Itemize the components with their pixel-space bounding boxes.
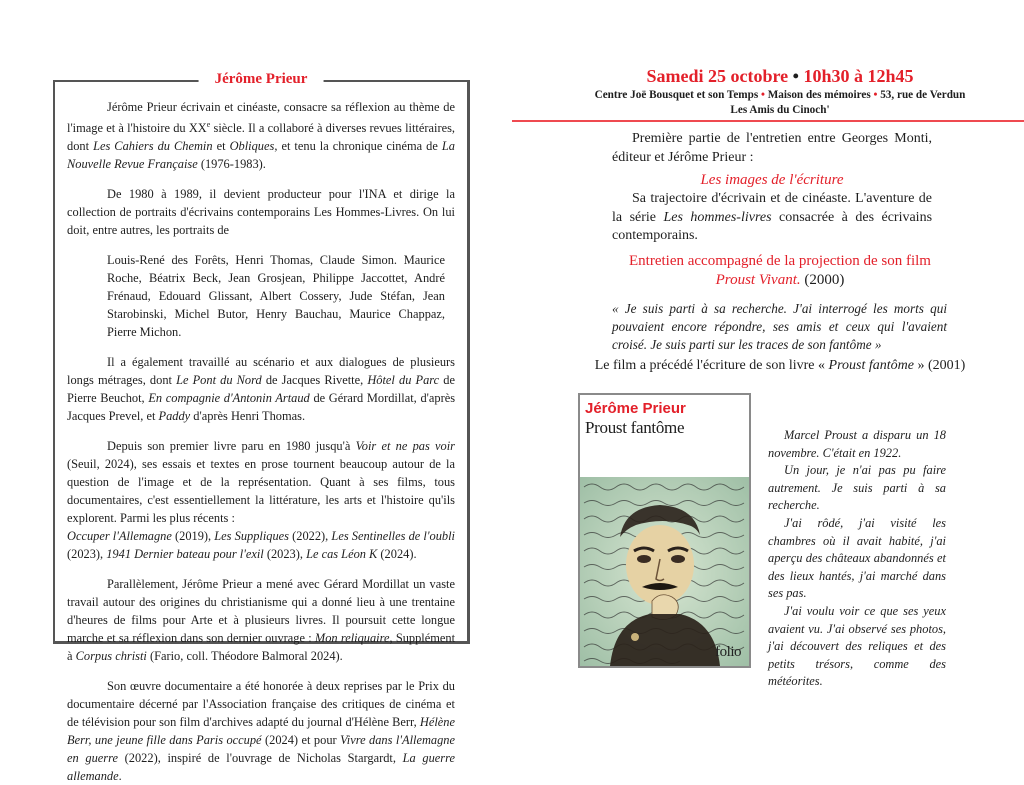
text: d'après Henri Thomas. (190, 409, 306, 424)
film-title: Les Suppliques (214, 529, 290, 544)
text: (1976-1983). (197, 157, 266, 172)
book-title: Voir et ne pas voir (355, 439, 455, 454)
bio-paragraph-2: De 1980 à 1989, il devient producteur pour l'INA et dirige la collection de portraits d'écrivains contemporains Les Hommes-Livres. On lui doit, entre autres, les portraits de (67, 187, 455, 238)
text: de Pierre Beuchot, (67, 373, 455, 406)
text: de Jacques Rivette, (261, 373, 368, 388)
film-title: Proust Vivant. (715, 272, 801, 288)
venue-name: Centre Joë Bousquet et son Temps (594, 89, 759, 101)
text: (2024) et pour (261, 733, 341, 748)
text: (Fario, coll. Théodore Balmoral 2024). (146, 649, 343, 664)
film-reference (560, 271, 1000, 290)
film-title: Le cas Léon K (306, 547, 378, 562)
text: Jérôme Prieur écrivain et cinéaste, consacre sa réflexion au thème de l'image et à l'histoire du XX (67, 100, 455, 136)
portraits-list: Louis-René des Forêts, Henri Thomas, Claude Simon. Maurice Roche, Béatrix Beck, Jean Grosjean, Philippe Jaccottet, André Frénaud, Edouard Glissant, Albert Cossery, Jude Stéfan, Jean Starobinski, Michel Butor, Henry Bauchau, Maurice Chappaz, Pierre Michon. (107, 253, 445, 340)
event-date: Samedi 25 octobre (646, 66, 789, 86)
film-year: (2019), (171, 529, 215, 544)
film-title: Vivre dans l'Allemagne en guerre (67, 733, 455, 766)
text: » (2001) (913, 358, 966, 373)
excerpt-paragraph: Marcel Proust a disparu un 18 novembre. C'était en 1922. (768, 428, 946, 460)
publisher-logo: folio (715, 644, 741, 660)
bio-paragraph-3 (67, 353, 455, 425)
superscript: e (206, 120, 211, 129)
projection-announcement (560, 252, 1000, 290)
text: de Gérard Mordillat, d'après Jacques Prevel, et (67, 391, 456, 424)
bio-paragraph-4 (67, 437, 455, 563)
book-cover-title: Proust fantôme (585, 418, 685, 437)
text: , et tenu la chronique cinéma de (274, 139, 442, 154)
film-title: 1941 Dernier bateau pour l'exil (106, 547, 264, 562)
text: Depuis son premier livre paru en 1980 jusqu'à (107, 439, 356, 454)
excerpt-paragraph: J'ai rôdé, j'ai visité les chambres où il avait habité, j'ai aperçu des châteaux abandonnés et des lieux hantés, j'ai marché dans ses pas. (768, 515, 946, 601)
book-title: La guerre allemande (67, 751, 455, 784)
session-title: Les images de l'écriture (700, 172, 844, 188)
event-time: 10h30 à 12h45 (803, 66, 914, 86)
text: Le film a précédé l'écriture de son livre « (594, 358, 829, 373)
bullet-separator: • (761, 89, 765, 101)
film-year: (2022), (289, 529, 332, 544)
film-title: Hélène Berr, une jeune fille dans Paris occupé (67, 715, 455, 748)
event-venue (560, 89, 1000, 102)
text: , Supplément à (67, 631, 456, 664)
recent-films (67, 527, 455, 563)
excerpt-paragraph: Un jour, je n'ai pas pu faire autrement. Je suis parti à sa recherche. (768, 463, 946, 513)
journal-title: Les Cahiers du Chemin (93, 139, 213, 154)
journal-title: Obliques (229, 139, 275, 154)
event-organizer: Les Amis du Cinoch' (730, 104, 830, 116)
bio-paragraph-6 (67, 677, 455, 785)
film-year: (2023), (67, 547, 107, 562)
film-title: Le Pont du Nord (176, 373, 262, 388)
proust-portrait-illustration (580, 477, 749, 666)
excerpt-paragraph: J'ai voulu voir ce que ses yeux avaient vu. J'ai observé ses photos, j'ai découvert des reliques et des petits trésors, comme des météorites. (768, 603, 946, 689)
text: Sa trajectoire d'écrivain et de cinéaste. L'aventure de la série (612, 191, 932, 225)
film-title: Occuper l'Allemagne (67, 529, 172, 544)
series-title: Les hommes-livres (663, 209, 772, 225)
text: Son œuvre documentaire a été honorée à deux reprises par le Prix du documentaire décerné par l'Association française des critiques de cinéma et de télévision pour son film d'archives adapté du journal d'Hélène Berr, (67, 679, 455, 730)
journal-title: La Nouvelle Revue Française (67, 139, 455, 172)
text: siècle. Il a collaboré à diverses revues littéraires, dont (67, 121, 455, 154)
text: Parallèlement, Jérôme Prieur a mené avec Gérard Mordillat un vaste travail autour des origines du christianisme qui a donné lieu à une trentaine d'heures de films pour Arte et à plusieurs livres. Il poursuit cette longue marche et sa réflexion dans son dernier ouvrage : (67, 577, 455, 646)
bio-paragraph-5 (67, 575, 455, 665)
bullet-separator: • (873, 89, 878, 101)
film-title: Les Sentinelles de l'oubli (331, 529, 455, 544)
book-title: Mon reliquaire (314, 631, 390, 646)
projection-line: Entretien accompagné de la projection de son film (629, 253, 931, 269)
book-excerpt (768, 427, 946, 691)
header-divider (512, 120, 1024, 122)
book-cover-author: Jérôme Prieur (585, 400, 686, 417)
book-title: Proust fantôme (828, 358, 914, 373)
bio-paragraph-1 (67, 98, 455, 173)
film-title: Hôtel du Parc (367, 373, 440, 388)
event-datetime (560, 65, 1000, 87)
session-intro: Première partie de l'entretien entre Georges Monti, éditeur et Jérôme Prieur : (612, 131, 932, 165)
event-header (560, 65, 1000, 117)
book-cover (578, 393, 751, 668)
film-title: Paddy (158, 409, 191, 424)
session-summary (612, 190, 932, 246)
biography-box (53, 71, 470, 784)
venue-address: 53, rue de Verdun (880, 89, 966, 101)
bullet-separator: • (792, 66, 799, 86)
session-description (612, 130, 932, 246)
text: et (212, 139, 230, 154)
text: Il a également travaillé au scénario et aux dialogues de plusieurs longs métrages, dont (67, 355, 455, 388)
book-mention (560, 357, 1000, 375)
film-year: (2000) (800, 272, 845, 288)
film-year: (2024). (377, 547, 417, 562)
film-title: En compagnie d'Antonin Artaud (148, 391, 310, 406)
text: consacrée à des écrivains contemporains. (612, 209, 933, 243)
venue-building: Maison des mémoires (767, 89, 871, 101)
film-year: (2023), (263, 547, 307, 562)
book-title: Corpus christi (75, 649, 147, 664)
text: (2022), inspiré de l'ouvrage de Nicholas Stargardt, (117, 751, 403, 766)
text: . (118, 769, 122, 784)
film-quote: « Je suis parti à sa recherche. J'ai interrogé les morts qui pouvaient encore répondre, ses amis et ceux qui l'avaient croisé. Je suis parti sur les traces de son fantôme » (612, 301, 947, 352)
biography-title: Jérôme Prieur (199, 71, 324, 88)
text: (Seuil, 2024), ses essais et textes en prose tournent beaucoup autour de la question de l'image et de la représentation. Quant à ses films, tous documentaires, c'est essentiellement la littérature, les arts et l'histoire qu'ils explorent. Parmi les plus récents : (67, 457, 455, 526)
